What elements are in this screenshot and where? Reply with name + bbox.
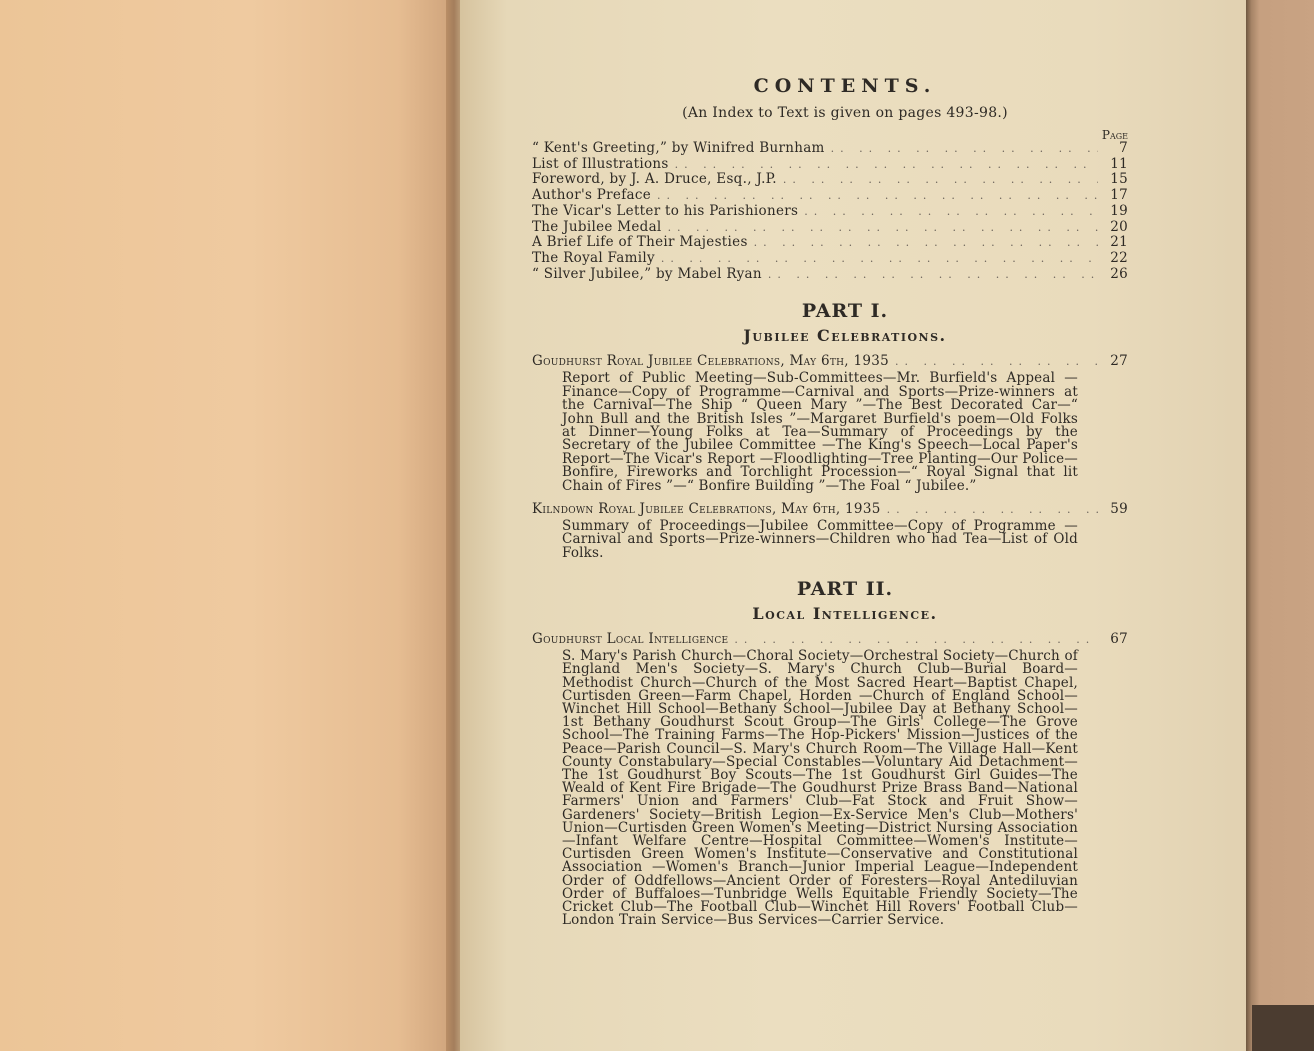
contents-title: CONTENTS. xyxy=(753,75,937,97)
entry-title: The Vicar's Letter to his Parishioners xyxy=(532,202,799,219)
toc-entry xyxy=(532,267,1128,283)
section-page: 27 xyxy=(1110,353,1128,370)
section-description: S. Mary's Parish Church—Choral Society—Orchestral Society—Church of England Men's Society—S. Mary's Church Club—Burial Board—Methodist Church—Church of the Most Sacred Heart—Baptist Chapel, Curtisden Green—Farm Chapel, Horden —Church of England School—Winchet Hill School—Bethany School—Jubilee Day at Bethany School—1st Bethany Goudhurst Scout Group—The Girls' College—The Grove School—The Training Farms—The Hop-Pickers' Mission—Justices of the Peace—Parish Council—S. Mary's Church Room—The Village Hall—Kent County Constabulary—Special Constables—Voluntary Aid Detachment—The 1st Goudhurst Boy Scouts—The 1st Goudhurst Girl Guides—The Weald of Kent Fire Brigade—The Goudhurst Prize Brass Band—National Farmers' Union and Farmers' Club—Fat Stock and Fruit Show—Gardeners' Society—British Legion—Ex-Service Men's Club—Mothers' Union—Curtisden Green Women's Meeting—District Nursing Association—Infant Welfare Centre—Hospital Committee—Women's Institute—Curtisden Green Women's Institute—Conservative and Constitutional Association —Women's Branch—Junior Imperial League—Independent Order of Oddfellows—Ancient Order of Foresters—Royal Antediluvian Order of Buffaloes—Tunbridge Wells Equitable Friendly Society—The Cricket Club—The Football Club—Winchet Hill Rovers' Football Club—London Train Service—Bus Services—Carrier Service. xyxy=(562,648,1078,929)
entry-title: List of Illustrations xyxy=(532,155,669,172)
index-note: (An Index to Text is given on pages 493-98.) xyxy=(682,105,1008,121)
section-row xyxy=(532,631,1128,648)
page-edge xyxy=(1246,0,1314,1051)
page-column-heading: Page xyxy=(1101,128,1128,142)
leader-dots xyxy=(762,268,1098,283)
section-goudhurst-jubilee xyxy=(532,353,1128,493)
toc-entry xyxy=(532,141,1128,157)
leader-dots xyxy=(669,158,1098,173)
section-description: Summary of Proceedings—Jubilee Committee—Copy of Programme —Carnival and Sports—Prize-winners—Children who had Tea—List of Old Folks. xyxy=(562,517,1078,561)
background-corner xyxy=(1252,1005,1314,1051)
entry-title: A Brief Life of Their Majesties xyxy=(532,234,748,251)
entry-page: 19 xyxy=(1110,202,1128,219)
entry-page: 21 xyxy=(1110,234,1128,251)
entry-title: The Royal Family xyxy=(532,249,655,266)
section-title: Kilndown Royal Jubilee Celebrations, May 6th, 1935 xyxy=(532,500,881,517)
part-one-heading: PART I. xyxy=(801,300,889,323)
entry-title: Foreword, by J. A. Druce, Esq., J.P. xyxy=(532,171,777,188)
section-title: Goudhurst Royal Jubilee Celebrations, May 6th, 1935 xyxy=(532,353,890,370)
part-two-heading: PART II. xyxy=(796,578,894,601)
entry-page: 22 xyxy=(1110,249,1128,266)
section-description: Report of Public Meeting—Sub-Committees—Mr. Burfield's Appeal —Finance—Copy of Programme—Carnival and Sports—Prize-winners at the Carnival—The Ship “ Queen Mary ”—The Best Decorated Car—“ John Bull and the British Isles ”—Margaret Burfield's poem—Old Folks at Dinner—Young Folks at Tea—Summary of Proceedings by the Secretary of the Jubilee Committee —The King's Speech—Local Paper's Report—The Vicar's Report —Floodlighting—Tree Planting—Our Police—Bonfire, Fireworks and Torchlight Procession—“ Royal Signal that lit Chain of Fires ”—“ Bonfire Building ”—The Foal “ Jubilee.” xyxy=(562,370,1078,494)
entry-page: 26 xyxy=(1110,265,1128,282)
entry-page: 7 xyxy=(1119,140,1128,156)
contents-page xyxy=(532,75,1128,927)
toc-entry xyxy=(532,220,1128,236)
section-row xyxy=(532,353,1128,370)
section-kilndown-jubilee xyxy=(532,501,1128,560)
entry-title: The Jubilee Medal xyxy=(532,218,662,235)
toc-entry xyxy=(532,157,1128,173)
leader-dots xyxy=(777,173,1098,188)
leader-dots xyxy=(651,189,1098,204)
part-one-subheading: Jubilee Celebrations. xyxy=(743,326,947,346)
toc-entry xyxy=(532,188,1128,204)
leader-dots xyxy=(748,236,1098,251)
section-page: 59 xyxy=(1110,500,1128,517)
entry-title: “ Kent's Greeting,” by Winifred Burnham xyxy=(532,140,825,156)
leader-dots xyxy=(655,252,1098,267)
entry-page: 11 xyxy=(1110,155,1128,172)
entry-page: 20 xyxy=(1110,218,1128,235)
leader-dots xyxy=(889,354,1098,370)
left-page xyxy=(0,0,452,1051)
preliminary-entries xyxy=(532,141,1128,282)
part-two-subheading: Local Intelligence. xyxy=(752,604,938,624)
leader-dots xyxy=(881,502,1098,518)
entry-page: 17 xyxy=(1110,187,1128,204)
toc-entry xyxy=(532,172,1128,188)
leader-dots xyxy=(798,205,1098,220)
section-page: 67 xyxy=(1110,631,1128,648)
section-title: Goudhurst Local Intelligence xyxy=(532,631,729,648)
section-row xyxy=(532,501,1128,518)
section-goudhurst-local xyxy=(532,631,1128,927)
leader-dots xyxy=(662,221,1098,236)
toc-entry xyxy=(532,204,1128,220)
entry-title: “ Silver Jubilee,” by Mabel Ryan xyxy=(532,265,762,282)
toc-entry xyxy=(532,251,1128,267)
leader-dots xyxy=(728,632,1098,648)
toc-entry xyxy=(532,235,1128,251)
entry-page: 15 xyxy=(1110,171,1128,188)
leader-dots xyxy=(825,142,1098,157)
entry-title: Author's Preface xyxy=(532,187,651,204)
